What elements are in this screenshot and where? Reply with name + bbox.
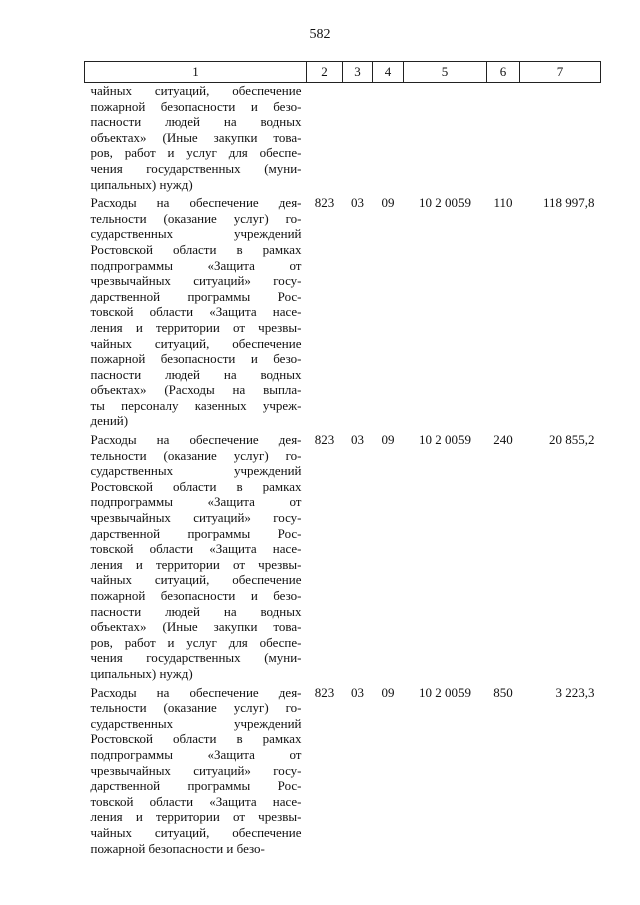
col-header-1: 1 xyxy=(85,62,307,83)
col-header-6: 6 xyxy=(487,62,520,83)
target-article-code: 10 2 0059 xyxy=(419,684,471,700)
description-line: тельности (оказание услуг) го- xyxy=(90,700,302,716)
expense-type-code xyxy=(487,83,520,196)
amount-value xyxy=(520,83,601,196)
table-row xyxy=(85,83,601,196)
amount-value: 118 997,8 xyxy=(542,195,595,211)
description-line: ров, работ и услуг для обеспе- xyxy=(90,145,302,161)
description-line: пасности людей на водных xyxy=(90,603,302,619)
expense-type-code: 850 xyxy=(493,684,513,700)
description-line: пожарной безопасности и безо- xyxy=(90,840,265,856)
description-line: тельности (оказание услуг) го- xyxy=(90,447,302,463)
description-line: чрезвычайных ситуаций» госу- xyxy=(90,273,302,289)
description-line: Ростовской области в рамках xyxy=(90,731,302,747)
subsection-code: 09 xyxy=(381,684,395,700)
description-line: подпрограммы «Защита от xyxy=(90,746,302,762)
table-row xyxy=(85,432,601,685)
description-line: объектах» (Расходы на выпла- xyxy=(90,382,302,398)
description-line: пожарной безопасности и безо- xyxy=(90,588,302,603)
description-line: сударственных учреждений xyxy=(90,463,302,479)
description-line: пожарной безопасности и безо- xyxy=(90,98,302,114)
description-line: дений) xyxy=(90,413,129,429)
subsection-code xyxy=(373,83,404,196)
section-code xyxy=(343,83,373,196)
page-number: 582 xyxy=(309,27,331,42)
description-line: объектах» (Иные закупки това- xyxy=(90,129,302,145)
subsection-code: 09 xyxy=(381,195,395,211)
col-header-7: 7 xyxy=(520,62,601,83)
row-description xyxy=(85,83,307,196)
col-header-2: 2 xyxy=(307,62,343,83)
grbs-code: 823 xyxy=(314,432,335,448)
description-line: подпрограммы «Защита от xyxy=(90,257,302,273)
col-header-5: 5 xyxy=(404,62,487,83)
description-line: ципальных) нужд) xyxy=(90,176,193,192)
description-line: ления и территории от чрезвы- xyxy=(90,809,302,825)
description-line: Ростовской области в рамках xyxy=(90,241,302,257)
description-line: чрезвычайных ситуаций» госу- xyxy=(90,762,302,778)
description-line: ципальных) нужд) xyxy=(90,665,193,681)
description-line: пасности людей на водных xyxy=(90,114,302,130)
col-header-3: 3 xyxy=(343,62,373,83)
description-line: ров, работ и услуг для обеспе- xyxy=(90,634,302,650)
grbs-code: 823 xyxy=(314,684,335,700)
description-line: чайных ситуаций, обеспечение xyxy=(90,83,302,98)
description-line: чрезвычайных ситуаций» госу- xyxy=(90,510,302,526)
description-line: объектах» (Иные закупки това- xyxy=(90,619,302,635)
amount-value: 3 223,3 xyxy=(555,684,595,700)
description-line: Расходы на обеспечение дея- xyxy=(90,195,302,211)
description-line: дарственной программы Рос- xyxy=(90,525,302,541)
description-line: чения государственных (муни- xyxy=(90,160,302,176)
amount-value: 20 855,2 xyxy=(549,432,595,448)
description-line: пасности людей на водных xyxy=(90,366,302,382)
description-line: дарственной программы Рос- xyxy=(90,778,302,794)
table-row xyxy=(85,685,601,860)
target-article-code xyxy=(404,83,487,196)
description-line: ления и территории от чрезвы- xyxy=(90,556,302,572)
row-description xyxy=(85,195,307,432)
section-code: 03 xyxy=(351,684,364,700)
grbs-code xyxy=(307,83,343,196)
expense-type-code: 110 xyxy=(493,195,513,211)
description-line: Расходы на обеспечение дея- xyxy=(90,684,302,700)
subsection-code: 09 xyxy=(381,432,395,448)
section-code: 03 xyxy=(351,195,364,211)
description-line: тельности (оказание услуг) го- xyxy=(90,210,302,226)
header-row xyxy=(85,62,601,83)
description-line: Ростовской области в рамках xyxy=(90,478,302,494)
description-line: ления и территории от чрезвы- xyxy=(90,319,302,335)
description-line: товской области «Защита насе- xyxy=(90,304,302,320)
row-description xyxy=(85,432,307,685)
description-line: подпрограммы «Защита от xyxy=(90,494,302,510)
table-row xyxy=(85,195,601,432)
row-description xyxy=(85,685,307,860)
description-line: товской области «Защита насе- xyxy=(90,541,302,557)
description-line: чайных ситуаций, обеспечение xyxy=(90,572,302,588)
target-article-code: 10 2 0059 xyxy=(419,195,471,211)
section-code: 03 xyxy=(351,432,364,448)
description-line: дарственной программы Рос- xyxy=(90,288,302,304)
col-header-4: 4 xyxy=(373,62,404,83)
description-line: чайных ситуаций, обеспечение xyxy=(90,335,302,351)
description-line: Расходы на обеспечение дея- xyxy=(90,432,302,448)
description-line: товской области «Защита насе- xyxy=(90,793,302,809)
target-article-code: 10 2 0059 xyxy=(419,432,471,448)
description-line: сударственных учреждений xyxy=(90,226,302,242)
grbs-code: 823 xyxy=(314,195,335,211)
description-line: чения государственных (муни- xyxy=(90,650,302,666)
budget-table xyxy=(84,61,601,859)
description-line: ты персоналу казенных учреж- xyxy=(90,397,302,413)
description-line: чайных ситуаций, обеспечение xyxy=(90,824,302,840)
description-line: сударственных учреждений xyxy=(90,715,302,731)
expense-type-code: 240 xyxy=(493,432,513,448)
description-line: пожарной безопасности и безо- xyxy=(90,351,302,367)
